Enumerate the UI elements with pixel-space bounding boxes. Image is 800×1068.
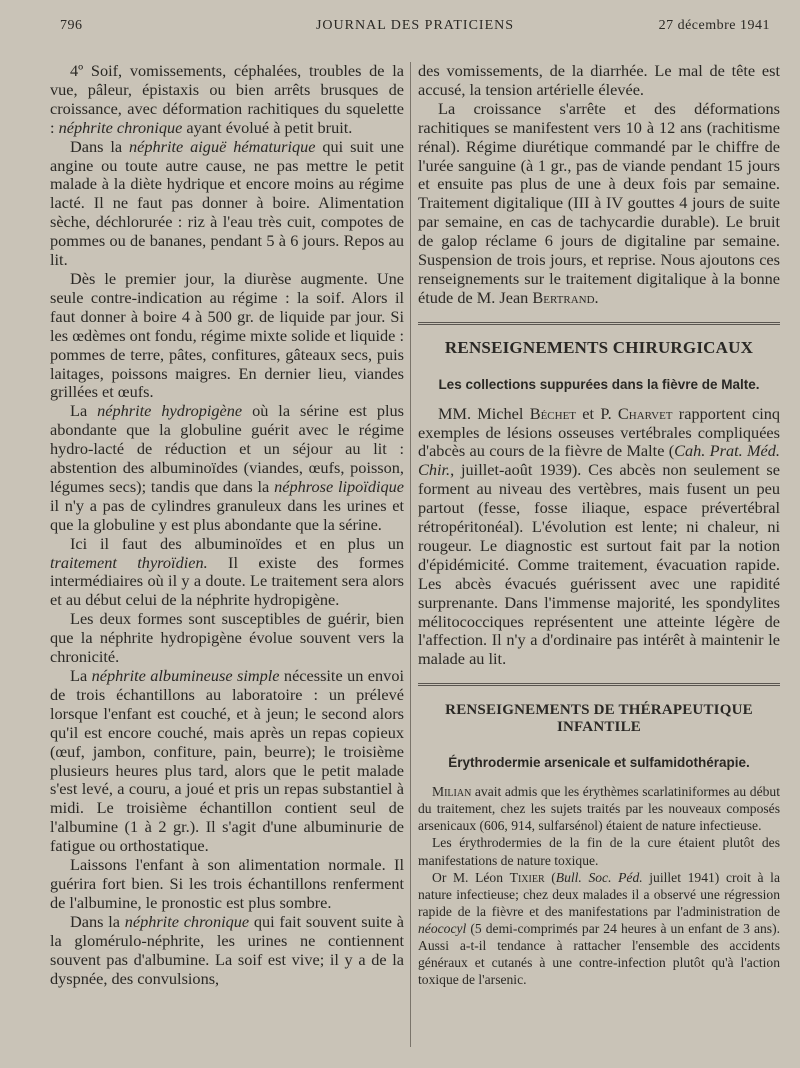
paragraph: La croissance s'arrête et des déformations rachitiques se manifestent vers 10 à 12 ans (rachitisme rénal). Régime diurétique commandé par le chiffre de l'urée sanguine (à 1 gr., pas de viande pendant 15 jours et ensuite pas plus de une à deux fois par semaine. Traitement digitalique (III à IV gouttes 4 jours de suite par semaine, en cas de tachycardie durable). Le bruit de galop réclame 6 jours de digitaline par semaine. Suspension de trois jours, et reprise. Nous ajoutons ces renseignements sur le traitement digitalique à la bonne étude de M. Jean Bertrand.	[418, 98, 780, 307]
journal-title: JOURNAL DES PRATICIENS	[315, 18, 515, 33]
paragraph: Dès le premier jour, la diurèse augmente. Une seule contre-indication au régime : la soif. Alors il faut donner à boire 4 à 500 gr. de liquide par jour. Si les œdèmes ont fondu, régime mixte solide et liquide : pommes de terre, pâtes, confitures, gâteaux secs, puis laitages, poissons maigres. En dernier lieu, viandes grillées et œufs.	[50, 268, 404, 402]
article-subtitle: Érythrodermie arsenicale et sulfamidothérapie.	[448, 755, 750, 771]
paragraph: Ici il faut des albuminoïdes et en plus un traitement thyroïdien. Il existe des formes intermédiaires où il y a doute. Le traitement sera alors et au début celui de la néphrite hydropigène.	[50, 533, 404, 610]
paragraph: La néphrite hydropigène où la sérine est plus abondante que la globuline guérit avec le régime hydro-lacté de réduction et un séjour au lit : abstention des albuminoïdes (viandes, œufs, poisson, légumes secs); tandis que dans la néphrose lipoïdique il n'y a pas de cylindres granuleux dans les urines et que la globuline y est plus abondante que la sérine.	[50, 401, 405, 534]
page-header	[60, 14, 770, 40]
paragraph: Dans la néphrite aiguë hématurique qui suit une angine ou toute autre cause, ne pas mettre le petit malade à la diète hydrique et encore moins au régime lacté. Il ne faut pas donner à boire. Alimentation sèche, déchlorurée : riz à l'eau très cuit, compotes de pommes ou de bananes, pendant 5 à 6 jours. Repos au lit.	[50, 136, 405, 270]
issue-date: 27 décembre 1941	[658, 18, 770, 33]
right-column	[418, 62, 780, 988]
paragraph: Laissons l'enfant à son alimentation normale. Il guérira fort bien. Si les trois échantillons renferment de l'albumine, le pronostic est plus sombre.	[50, 855, 404, 912]
section-title-chirurgicaux: RENSEIGNEMENTS CHIRURGICAUX	[418, 322, 780, 368]
section-title-therapeutique: RENSEIGNEMENTS DE THÉRAPEUTIQUE INFANTILE	[418, 683, 780, 746]
paragraph: MM. Michel Béchet et P. Charvet rapportent cinq exemples de lésions osseuses vertébrales compliquées d'abcès au cours de la fièvre de Malte (Cah. Prat. Méd. Chir., juillet-août 1939). Ces abcès non seulement se forment au niveau des vertèbres, mais fusent un peu partout (fesse, fosse iliaque, espace prévertébral rétropéritonéal). L'évolution est lente; ni chaleur, ni rougeur. Le diagnostic est surtout fait par la notion d'épidémicité. Comme traitement, évacuation rapide. Les abcès évacués guérissent avec une rapidité surprenante. Dans l'immense majorité, les spondylites mélitococciques représentent une atteinte légère de l'affection. Il n'y a d'ordinaire pas intérêt à maintenir le malade au lit.	[418, 403, 781, 669]
left-column	[50, 62, 404, 988]
paragraph: des vomissements, de la diarrhée. Le mal de tête est accusé, la tension artérielle élevée.	[418, 61, 780, 99]
paragraph: La néphrite albumineuse simple nécessite un envoi de trois échantillons au laboratoire : un prélevé lorsque l'enfant est couché, et à jeun; le second alors qu'il est encore couché, mais après un repas copieux (œuf, jambon, confiture, pain, beurre); le troisième plusieurs heures plus tard, alors que le petit malade s'est levé, a couru, a joué et pris un repas substantiel à midi. Le troisième échantillon contient seul de l'albumine (1 à 2 gr.). Il s'agit d'une albuminurie de fatigue ou orthostatique.	[50, 666, 404, 856]
article-body	[418, 783, 780, 988]
column-divider	[410, 62, 411, 1047]
paragraph: Milian avait admis que les érythèmes scarlatiniformes au début du traitement, chez les sujets traités par les nouveaux composés arsenicaux (606, 914, sulfarsénol) étaient de nature infectieuse.	[418, 784, 780, 834]
article-subtitle: Les collections suppurées dans la fièvre de Malte.	[438, 376, 760, 392]
page-number: 796	[60, 18, 83, 33]
paragraph: Dans la néphrite chronique qui fait souvent suite à la glomérulo-néphrite, les urines ne contiennent souvent pas d'albumine. La soif est vive; il y a de la dyspnée, des convulsions,	[50, 911, 404, 988]
paragraph: Les deux formes sont susceptibles de guérir, bien que la néphrite hydropigène évolue souvent vers la chronicité.	[50, 609, 404, 667]
paragraph: Les érythrodermies de la fin de la cure étaient plutôt des manifestations de nature toxique.	[418, 835, 780, 868]
paragraph: 4º Soif, vomissements, céphalées, troubles de la vue, pâleur, épistaxis ou bien arrêts brusques de croissance, avec déformation rachitiques du squelette : néphrite chronique ayant évolué à petit bruit.	[50, 61, 404, 137]
paragraph: Or M. Léon Tixier (Bull. Soc. Péd. juillet 1941) croit à la nature infectieuse; chez deux malades il a observé une régression rapide de la fièvre et des manifestations par l'administration de néococyl (5 demi-comprimés par 24 heures à un enfant de 3 ans). Aussi a-t-il tendance à rattacher l'ensemble des accidents généraux et cutanés à une contre-infection plutôt qu'à l'action toxique de l'arsenic.	[418, 869, 780, 988]
